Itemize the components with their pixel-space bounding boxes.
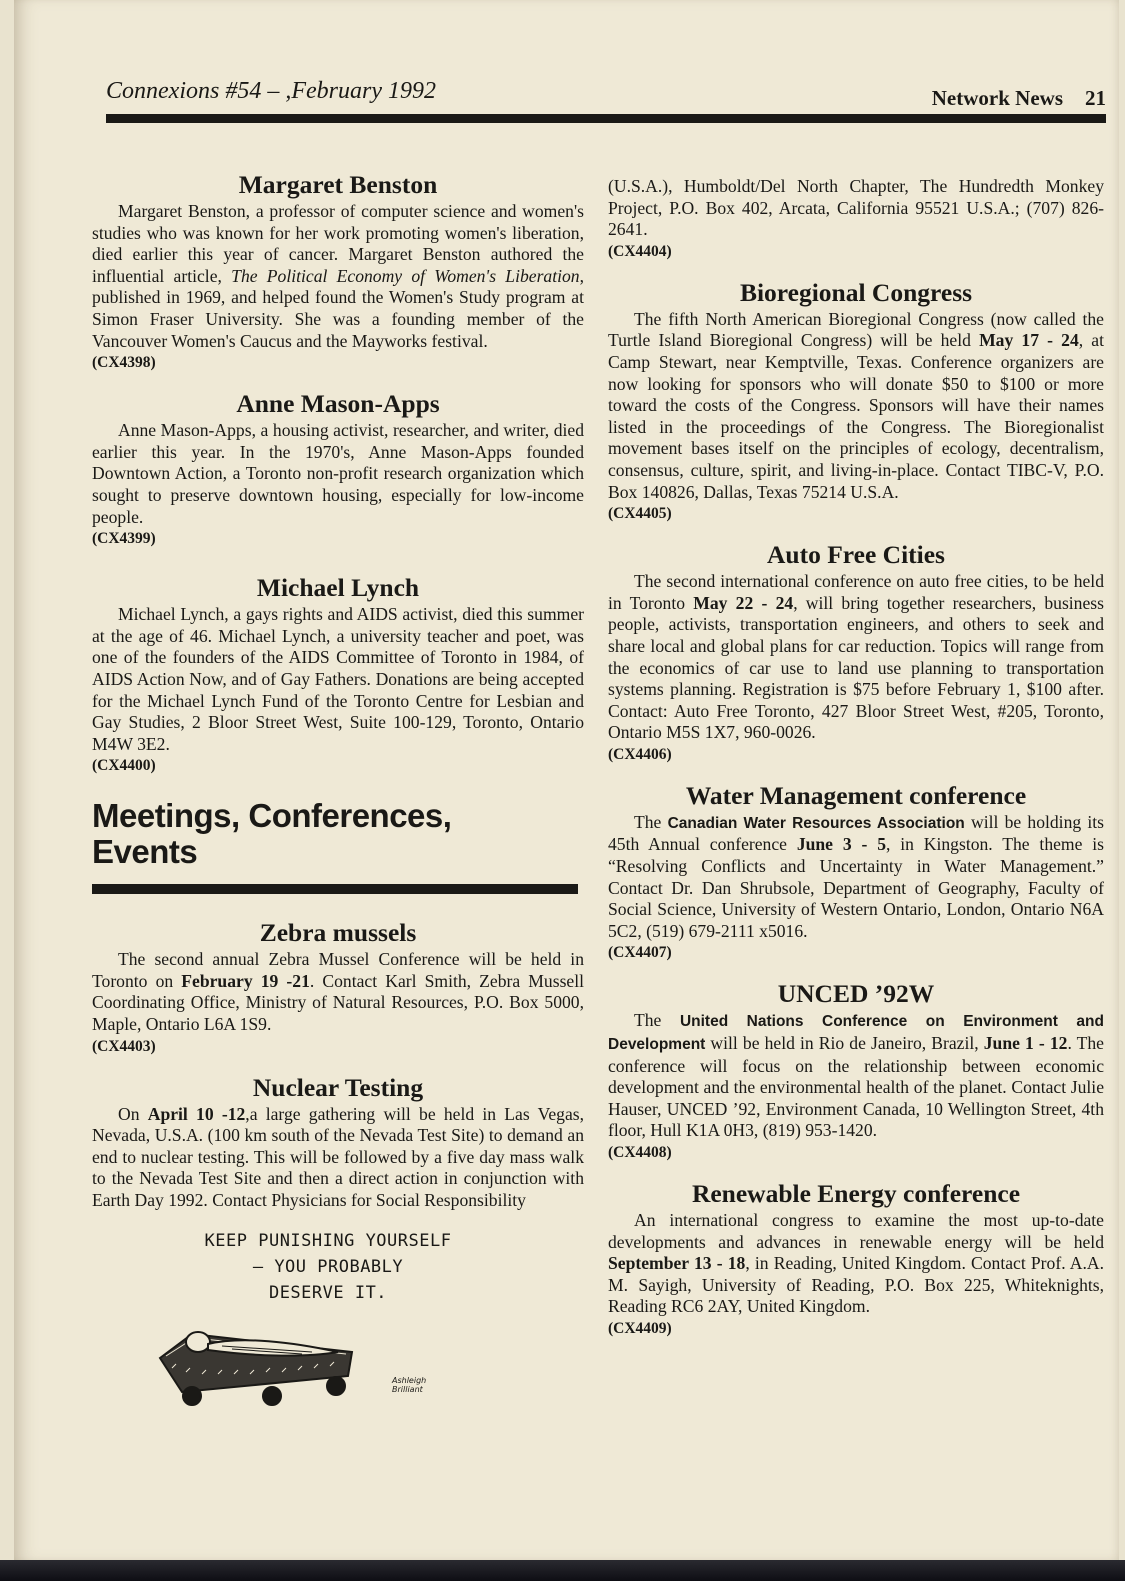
event-date: June 1 - 12 (983, 1033, 1068, 1054)
article-title: Auto Free Cities (767, 540, 945, 570)
organization-name: United Nations Conference on Environment and Development (608, 1013, 1104, 1054)
article-title: Renewable Energy conference (691, 1179, 1021, 1208)
reference-code: (CX4406) (608, 745, 672, 763)
body-text: The (634, 1010, 680, 1031)
scan-bottom-edge (0, 1560, 1125, 1581)
reference-code: (CX4405) (608, 505, 672, 523)
article-body (92, 1104, 584, 1212)
event-date: June 3 - 5 (796, 834, 886, 855)
reference-code: (CX4404) (608, 242, 672, 260)
body-text: , published in 1969, and helped found the Women's Study program at Simon Fraser University. She was a founding member of the Vancouver Women's Caucus and the Mayworks festival. (92, 265, 584, 351)
reference-code: (CX4398) (92, 354, 156, 372)
left-column (92, 170, 584, 1398)
article-title: UNCED ’92W (777, 979, 935, 1009)
body-text: Margaret Benston, a professor of computer science and women's studies who was known for her work promoting women's liberation, died earlier this year of cancer. Margaret Benston authored the influential article, (92, 201, 584, 286)
body-text: , in Reading, United Kingdom. Contact Prof. A.A. M. Sayigh, University of Reading, P.O. Box 225, Whiteknights, Reading RC6 2AY, United Kingdom. (608, 1253, 1104, 1317)
article-title: Zebra mussels (259, 918, 417, 948)
event-date: February 19 -21 (181, 970, 310, 991)
body-text: An international congress to examine the most up-to-date developments and advances in renewable energy will be held (608, 1210, 1104, 1252)
page-header (106, 76, 1106, 110)
article-title: Nuclear Testing (252, 1072, 424, 1102)
article-body (608, 309, 1104, 503)
article-renewable-energy (608, 1179, 1104, 1339)
article-title: Michael Lynch (256, 573, 420, 603)
section-heading-line: Meetings, Conferences, (92, 797, 452, 835)
article-body: (U.S.A.), Humboldt/Del North Chapter, The Hundredth Monkey Project, P.O. Box 402, Arcata, California 95521 U.S.A.; (707) 826-2641. (608, 176, 1104, 240)
cartoon (92, 1228, 584, 1398)
body-text: will be holding its 45th Annual conference (608, 811, 1104, 855)
article-body (92, 201, 584, 352)
body-text: The second international conference on auto free cities, to be held in Toronto (608, 571, 1104, 613)
article-body (608, 1210, 1104, 1318)
caption-line: DESERVE IT. (268, 1282, 388, 1303)
article-title: Margaret Benston (238, 170, 438, 199)
event-date: May 22 - 24 (693, 592, 794, 613)
reference-code: (CX4400) (92, 757, 156, 775)
article-title: Anne Mason-Apps (236, 389, 440, 419)
section-rule (92, 884, 578, 894)
cartoon-signature (392, 1376, 426, 1394)
article-title: Bioregional Congress (739, 277, 973, 307)
article-nuclear-testing (92, 1073, 584, 1212)
body-text: The (634, 811, 668, 832)
section-and-page (932, 86, 1106, 111)
body-text: . The conference will focus on the relationship between economic development and the environmental health of the planet. Contact Julie Hauser, UNCED ’92, Environment Canada, 10 Wellington Street, 4th floor, Hull K1A 0H3, (819) 953-1420. (608, 1033, 1104, 1141)
page-number: 21 (1085, 86, 1106, 110)
publication-issue: Connexions #54 – ,February 1992 (106, 78, 436, 104)
article-body (608, 571, 1104, 744)
signature-line: Brilliant (392, 1384, 423, 1394)
article-nuclear-testing-continued (608, 176, 1104, 262)
article-body (92, 949, 584, 1035)
body-text: will be held in Rio de Janeiro, Brazil, (705, 1033, 984, 1054)
event-date: April 10 -12 (147, 1103, 246, 1124)
body-text: . Contact Karl Smith, Zebra Mussell Coordinating Office, Ministry of Natural Resources, P.O. Box 5000, Maple, Ontario L6A 1S9. (92, 970, 585, 1035)
header-rule (106, 114, 1106, 123)
body-text: , at Camp Stewart, near Kemptville, Texas. Conference organizers are now looking for sponsors who will donate $50 to $100 or more toward the costs of the Congress. Sponsors will have their names listed in the proceedings of the Congress. The Bioregionalist movement bases itself on the principles of ecology, decentralism, consensus, culture, spirit, and living-in-place. Contact TIBC-V, P.O. Box 140826, Dallas, Texas 75214 U.S.A. (608, 330, 1104, 502)
article-body (608, 812, 1104, 943)
body-text: The second annual Zebra Mussel Conference will be held in Toronto on (92, 949, 584, 991)
caption-line: — YOU PROBABLY (252, 1256, 404, 1277)
article-body: Michael Lynch, a gays rights and AIDS activist, died this summer at the age of 46. Michael Lynch, a university teacher and poet, was one of the founders of the AIDS Committee of Toronto in 1984, of AIDS Action Now, and of Gay Fathers. Donations are being accepted for the Michael Lynch Fund of the Toronto Centre for Lesbian and Gay Studies, 2 Bloor Street West, Suite 100-129, Toronto, Ontario M4W 3E2. (92, 604, 584, 754)
section-heading-line: Events (92, 833, 198, 871)
bed-of-nails-drawing (152, 1312, 362, 1408)
article-body: Anne Mason-Apps, a housing activist, researcher, and writer, died earlier this year. In the 1970's, Anne Mason-Apps founded Downtown Action, a Toronto non-profit research organization which sought to preserve downtown housing, especially for low-income people. (92, 420, 584, 527)
event-date: May 17 - 24 (979, 330, 1079, 351)
reference-code: (CX4403) (92, 1037, 156, 1055)
body-text: ,a large gathering will be held in Las Vegas, Nevada, U.S.A. (100 km south of the Nevada Test Site) to demand an end to nuclear testing. This will be followed by a five day mass walk to the Nevada Test Site and then a direct action in conjunction with Earth Day 1992. Contact Physicians for Social Responsibility (92, 1103, 584, 1211)
article-water-management (608, 781, 1104, 964)
reference-code: (CX4407) (608, 944, 672, 962)
article-margaret-benston (92, 170, 584, 373)
body-text: , will bring together researchers, business people, activists, transportation engineers, and others to seek and share local and global plans for car reduction. Topics will range from the economics of car use to land use planning to transportation systems planning. Registration is $75 before February 1, $100 after. Contact: Auto Free Toronto, 427 Bloor Street West, #205, Toronto, Ontario M5S 1X7, 960-0026. (608, 592, 1104, 743)
reference-code: (CX4408) (608, 1144, 672, 1161)
article-zebra-mussels (92, 918, 584, 1056)
article-anne-mason-apps (92, 389, 584, 549)
body-text: The fifth North American Bioregional Congress (now called the Turtle Island Bioregional Congress) will be held (608, 308, 1104, 351)
article-citation: The Political Economy of Women's Liberation (231, 265, 580, 286)
event-date: September 13 - 18 (608, 1253, 746, 1274)
article-title: Water Management conference (685, 780, 1027, 810)
body-text: , in Kingston. The theme is “Resolving Conflicts and Uncertainty in Water Management.” Contact Dr. Dan Shrubsole, Department of Geography, Faculty of Social Science, University of Western Ontario, London, Ontario N6A 5C2, (519) 679-2111 x5016. (608, 834, 1105, 941)
article-auto-free-cities (608, 540, 1104, 765)
signature-line: Ashleigh (392, 1375, 427, 1385)
cartoon-caption (148, 1228, 508, 1306)
section-name: Network News (931, 86, 1063, 110)
article-unced-92 (608, 979, 1104, 1163)
article-body (608, 1010, 1104, 1142)
organization-name: Canadian Water Resources Association (667, 814, 965, 832)
article-bioregional-congress (608, 278, 1104, 524)
magazine-page (14, 0, 1119, 1560)
article-michael-lynch (92, 573, 584, 776)
section-heading (92, 798, 584, 870)
body-text: On (118, 1103, 148, 1124)
reference-code: (CX4409) (608, 1319, 672, 1337)
caption-line: KEEP PUNISHING YOURSELF (204, 1230, 452, 1251)
right-column (608, 176, 1104, 1355)
reference-code: (CX4399) (92, 530, 156, 548)
